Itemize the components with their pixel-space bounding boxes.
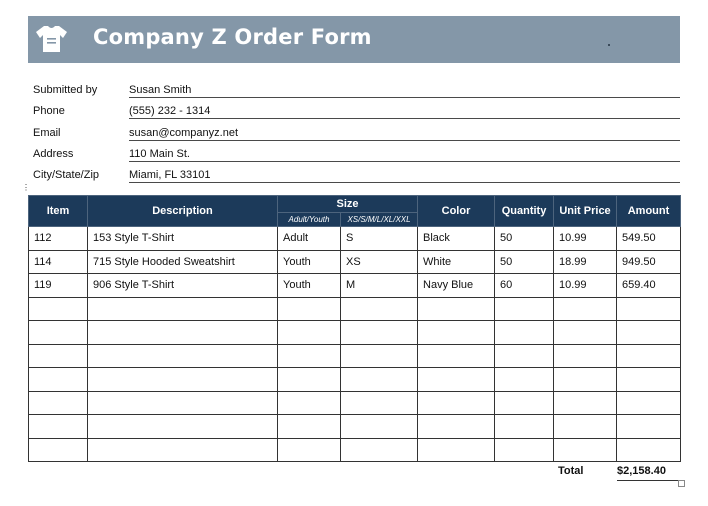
info-row-city-state-zip [33,165,680,186]
cell-unit-price[interactable] [554,344,617,368]
cell-color[interactable] [418,321,495,345]
tshirt-icon [35,23,68,53]
cell-age[interactable]: Youth [278,274,341,298]
cell-unit-price[interactable] [554,438,617,462]
address-field[interactable]: 110 Main St. [129,148,680,162]
size-header: Size [278,196,418,213]
cell-color[interactable] [418,368,495,392]
banner-dot [608,44,610,46]
cell-item[interactable] [29,321,88,345]
cell-description[interactable] [88,297,278,321]
quantity-header: Quantity [495,196,554,227]
cell-color[interactable] [418,415,495,439]
cell-color[interactable]: Black [418,227,495,251]
cell-description[interactable] [88,391,278,415]
cell-size[interactable] [341,368,418,392]
city-state-zip-field[interactable]: Miami, FL 33101 [129,169,680,183]
header-banner [28,16,680,63]
cell-item[interactable] [29,344,88,368]
cell-amount[interactable] [617,391,681,415]
cell-size[interactable] [341,391,418,415]
cell-quantity[interactable] [495,321,554,345]
phone-field[interactable]: (555) 232 - 1314 [129,105,680,119]
cell-quantity[interactable] [495,415,554,439]
cell-color[interactable] [418,344,495,368]
cell-quantity[interactable] [495,344,554,368]
submitted-by-field[interactable]: Susan Smith [129,84,680,98]
cell-amount[interactable] [617,344,681,368]
cell-description[interactable]: 715 Style Hooded Sweatshirt [88,250,278,274]
cell-unit-price[interactable] [554,415,617,439]
cell-size[interactable] [341,344,418,368]
cell-age[interactable] [278,438,341,462]
order-table-body [29,227,681,462]
cell-amount[interactable] [617,297,681,321]
cell-color[interactable] [418,391,495,415]
size-adult-youth-header: Adult/Youth [278,213,341,227]
cell-age[interactable] [278,391,341,415]
cell-description[interactable]: 906 Style T-Shirt [88,274,278,298]
cell-item[interactable] [29,438,88,462]
cell-amount[interactable] [617,368,681,392]
email-label: Email [33,126,61,139]
item-header: Item [29,196,88,227]
cell-quantity[interactable]: 50 [495,227,554,251]
text-cursor-mark: ⋮ [22,183,30,192]
cell-unit-price[interactable]: 18.99 [554,250,617,274]
table-row [29,344,681,368]
cell-item[interactable]: 112 [29,227,88,251]
cell-unit-price[interactable]: 10.99 [554,274,617,298]
cell-age[interactable]: Youth [278,250,341,274]
size-codes-header: XS/S/M/L/XL/XXL [341,213,418,227]
cell-description[interactable] [88,344,278,368]
cell-item[interactable]: 114 [29,250,88,274]
cell-item[interactable] [29,391,88,415]
cell-unit-price[interactable] [554,368,617,392]
cell-amount[interactable]: 949.50 [617,250,681,274]
cell-size[interactable]: S [341,227,418,251]
submitted-by-label: Submitted by [33,84,98,96]
info-row-phone [33,101,680,122]
table-row [29,438,681,462]
unit-price-header: Unit Price [554,196,617,227]
cell-item[interactable] [29,368,88,392]
cell-color[interactable]: Navy Blue [418,274,495,298]
email-field[interactable]: susan@companyz.net [129,127,680,141]
cell-color[interactable] [418,438,495,462]
amount-header: Amount [617,196,681,227]
cell-size[interactable] [341,438,418,462]
table-row [29,274,681,298]
total-value[interactable]: $2,158.40 [617,465,680,481]
table-row [29,415,681,439]
cell-quantity[interactable] [495,391,554,415]
cell-quantity[interactable] [495,368,554,392]
cell-age[interactable] [278,344,341,368]
cell-quantity[interactable] [495,438,554,462]
cell-age[interactable] [278,368,341,392]
cell-description[interactable] [88,321,278,345]
cell-description[interactable]: 153 Style T-Shirt [88,227,278,251]
info-row-address [33,144,680,165]
table-row [29,321,681,345]
cell-unit-price[interactable] [554,321,617,345]
cell-size[interactable] [341,415,418,439]
cell-size[interactable]: XS [341,250,418,274]
cell-color[interactable]: White [418,250,495,274]
cell-amount[interactable]: 549.50 [617,227,681,251]
cell-age[interactable] [278,415,341,439]
phone-label: Phone [33,105,65,118]
cell-unit-price[interactable]: 10.99 [554,227,617,251]
cell-item[interactable]: 119 [29,274,88,298]
table-header-row [29,196,681,213]
cell-size[interactable]: M [341,274,418,298]
cell-amount[interactable] [617,321,681,345]
order-table [28,195,681,462]
info-row-submitted-by [33,80,680,101]
cell-quantity[interactable]: 60 [495,274,554,298]
cell-size[interactable] [341,297,418,321]
cell-amount[interactable] [617,438,681,462]
table-row [29,250,681,274]
cell-description[interactable] [88,438,278,462]
description-header: Description [88,196,278,227]
info-row-email [33,123,680,144]
cell-age[interactable]: Adult [278,227,341,251]
table-row [29,368,681,392]
cell-size[interactable] [341,321,418,345]
cell-amount[interactable]: 659.40 [617,274,681,298]
city-state-zip-label: City/State/Zip [33,169,100,182]
page-title: Company Z Order Form [93,25,372,49]
cell-unit-price[interactable] [554,297,617,321]
cell-description[interactable] [88,415,278,439]
color-header: Color [418,196,495,227]
table-row [29,297,681,321]
resize-handle[interactable] [678,480,685,487]
cell-item[interactable] [29,415,88,439]
table-row [29,391,681,415]
address-label: Address [33,147,74,160]
cell-amount[interactable] [617,415,681,439]
cell-age[interactable] [278,321,341,345]
cell-unit-price[interactable] [554,391,617,415]
cell-description[interactable] [88,368,278,392]
total-label: Total [558,465,584,477]
cell-age[interactable] [278,297,341,321]
cell-quantity[interactable] [495,297,554,321]
cell-color[interactable] [418,297,495,321]
customer-info [33,80,680,186]
table-row [29,227,681,251]
cell-item[interactable] [29,297,88,321]
cell-quantity[interactable]: 50 [495,250,554,274]
